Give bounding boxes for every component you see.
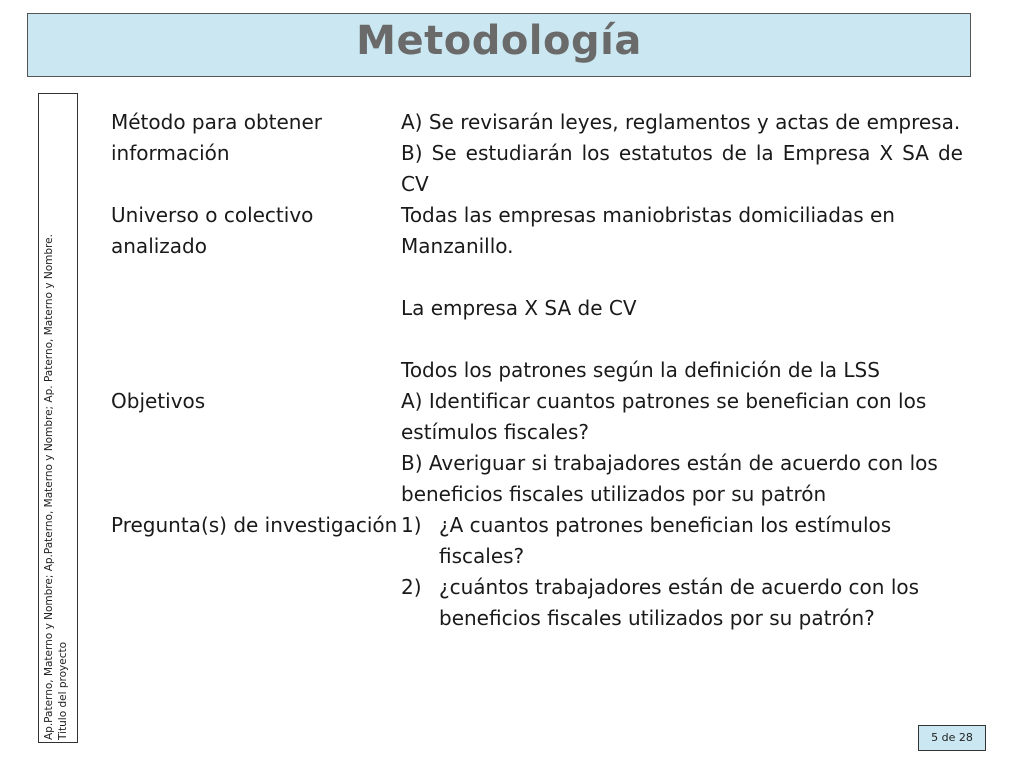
row-value (401, 510, 963, 634)
row-label: Universo o colectivo analizado (111, 203, 314, 258)
row-value (401, 386, 963, 510)
table-row-objectives (111, 386, 963, 510)
list-item (401, 510, 963, 572)
sidebar-text (42, 100, 70, 740)
sidebar-authors: Ap.Paterno, Materno y Nombre; Ap.Paterno, Materno y Nombre; Ap. Paterno, Materno y Nombre. (43, 234, 55, 740)
value-line: A) Identificar cuantos patrones se benefician con los estímulos fiscales? (401, 389, 927, 444)
value-line: Todos los patrones según la definición de la LSS (401, 358, 880, 382)
slide-title: Metodología (356, 18, 642, 64)
value-line: B) Se estudiarán los estatutos de la Empresa X SA de CV (401, 141, 963, 196)
value-line: A) Se revisarán leyes, reglamentos y actas de empresa. (401, 110, 961, 134)
row-value (401, 200, 963, 386)
value-line: Todas las empresas maniobristas domiciliadas en Manzanillo. (401, 203, 895, 258)
value-line: La empresa X SA de CV (401, 296, 637, 320)
row-value (401, 107, 963, 200)
list-text: ¿cuántos trabajadores están de acuerdo con los beneficios fiscales utilizados por su patrón? (439, 575, 920, 630)
row-label: Objetivos (111, 389, 206, 413)
sidebar-project-title: Titulo del proyecto (57, 641, 69, 740)
list-number: 1) (401, 513, 422, 537)
list-item (401, 572, 963, 634)
list-number: 2) (401, 575, 422, 599)
table-row-universe (111, 200, 963, 386)
list-text: ¿A cuantos patrones benefician los estímulos fiscales? (439, 513, 892, 568)
sidebar-authors-box (38, 93, 78, 743)
value-line: B) Averiguar si trabajadores están de acuerdo con los beneficios fiscales utilizados por su patrón (401, 451, 938, 506)
row-label: Pregunta(s) de investigación (111, 513, 398, 537)
methodology-table (111, 107, 963, 634)
table-row-questions (111, 510, 963, 634)
title-bar (27, 13, 971, 77)
page-number: 5 de 28 (918, 725, 986, 751)
row-label: Método para obtener información (111, 110, 322, 165)
table-row-method (111, 107, 963, 200)
